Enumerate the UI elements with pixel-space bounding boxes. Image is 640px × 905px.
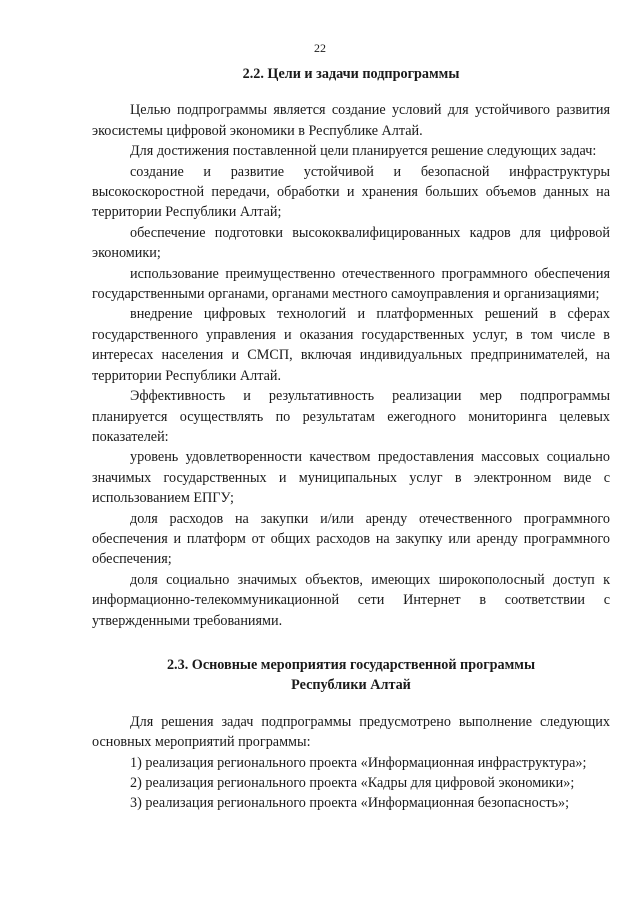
paragraph: Целью подпрограммы является создание условий для устойчивого развития экосистемы цифровой экономики в Республике Алтай. xyxy=(92,102,610,139)
list-item: 2) реализация регионального проекта «Кадры для цифровой экономики»; xyxy=(130,775,575,791)
section-heading-2-3-line2: Республики Алтай xyxy=(291,677,411,694)
paragraph: использование преимущественно отечественного программного обеспечения государственными органами, органами местного самоуправления и организациями; xyxy=(92,265,610,303)
paragraph: уровень удовлетворенности качеством предоставления массовых социально значимых государственных и муниципальных услуг в электронном виде с использованием ЕПГУ; xyxy=(92,449,610,507)
paragraph: внедрение цифровых технологий и платформенных решений в сферах государственного управления и оказания государственных услуг, в том числе в интересах населения и СМСП, включая индивидуальных предпринимателей, на территории Республики Алтай. xyxy=(92,306,610,384)
paragraph: создание и развитие устойчивой и безопасной инфраструктуры высокоскоростной передачи, обработки и хранения больших объемов данных на территории Республики Алтай; xyxy=(92,163,610,221)
paragraph: Эффективность и результативность реализации мер подпрограммы планируется осуществлять по результатам ежегодного мониторинга целевых показателей: xyxy=(92,388,610,445)
section-heading-2-3-line1: 2.3. Основные мероприятия государственной программы xyxy=(166,656,536,673)
page-content xyxy=(92,64,610,814)
list-item: 3) реализация регионального проекта «Информационная безопасность»; xyxy=(130,795,570,812)
paragraph: Для решения задач подпрограммы предусмотрено выполнение следующих основных мероприятий программы: xyxy=(92,713,610,751)
page-number: 22 xyxy=(314,41,326,55)
paragraph: доля социально значимых объектов, имеющих широкополосный доступ к информационно-телекоммуникационной сети Интернет в соответствии с утвержденными требованиями. xyxy=(92,571,610,629)
list-item: 1) реализация регионального проекта «Информационная инфраструктура»; xyxy=(130,754,587,771)
paragraph: доля расходов на закупки и/или аренду отечественного программного обеспечения и платформ от общих расходов на закупку или аренду программного обеспечения; xyxy=(92,510,610,568)
section-heading-2-2: 2.2. Цели и задачи подпрограммы xyxy=(242,66,460,82)
section-heading-2-3 xyxy=(92,655,610,696)
paragraph: обеспечение подготовки высококвалифицированных кадров для цифровой экономики; xyxy=(92,224,610,262)
paragraph: Для достижения поставленной цели планируется решение следующих задач: xyxy=(130,143,597,160)
